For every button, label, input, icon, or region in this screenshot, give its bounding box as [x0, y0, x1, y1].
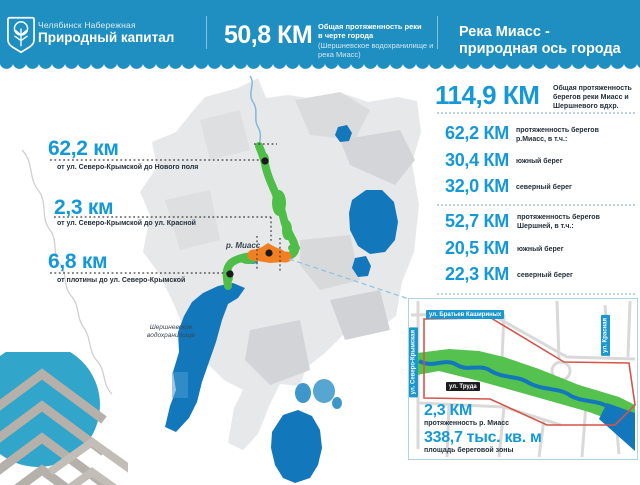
brand-subtitle: Челябинск Набережная	[38, 20, 136, 30]
callout-23km-value: 2,3 км	[54, 196, 114, 219]
stat-miass-north-caption: северный берег	[516, 184, 572, 191]
inset-street-left-label: ул. Северо-Крымская	[409, 327, 418, 397]
inset-area-caption: площадь береговой зоны	[424, 447, 514, 454]
stat-miass-south-caption: южный берег	[516, 158, 563, 165]
reservoir-label-line1: Шершневское	[149, 324, 193, 331]
stat-shershni-total-value: 52,7 КМ	[445, 211, 509, 231]
header-divider	[206, 16, 207, 49]
stat-shershni-total-caption: протяженность берегов Шершней, в т.ч.:	[517, 214, 600, 231]
stat-total-caption: Общая протяженность берегов реки Миасс и Шершневого вдхр.	[553, 85, 632, 111]
inset-area-value: 338,7 тыс. кв. м	[424, 429, 542, 446]
stat-shershni-north-value: 22,3 КМ	[445, 264, 509, 284]
callout-62km-caption: от ул. Северо-Крымской до Нового поля	[57, 164, 199, 171]
header-wave-edge	[0, 62, 640, 71]
tagline-line1: Река Миасс -	[459, 24, 550, 40]
reservoir-label-line2: водохранилище	[146, 332, 196, 340]
callout-68km-value: 6,8 км	[48, 250, 108, 273]
header-total-river-value: 50,8 КМ	[224, 21, 313, 49]
inset-street-top-label: ул. Братьев Кашириных	[426, 310, 504, 319]
stat-total-value: 114,9 КМ	[435, 80, 540, 110]
stats-divider	[437, 293, 635, 295]
callout-68km-caption: от плотины до ул. Северо-Крымской	[57, 277, 186, 284]
inset-length-caption: протяженность р. Миасс	[424, 420, 510, 427]
callout-23km-caption: от ул. Северо-Крымской до ул. Красной	[57, 220, 196, 227]
stat-shershni-south-value: 20,5 КМ	[445, 238, 509, 258]
header-band	[0, 0, 640, 62]
stat-miass-total-caption: протяженность берегов р.Миасс, в т.ч.:	[516, 127, 599, 144]
header-total-river-caption-bold: Общая протяженность реки в черте города	[318, 22, 422, 41]
stat-miass-south-value: 30,4 КМ	[445, 150, 509, 170]
stat-miass-north-value: 32,0 КМ	[445, 176, 509, 196]
header-total-river-caption-light: (Шершневское водохранилище и река Миасс)	[318, 41, 434, 60]
stat-shershni-north-caption: северный берег	[517, 272, 573, 279]
callout-62km-value: 62,2 км	[48, 137, 119, 160]
stats-divider	[437, 204, 635, 206]
inset-length-value: 2,3 КМ	[424, 402, 472, 419]
brand-title: Природный капитал	[38, 30, 175, 45]
river-label: р. Миасс	[226, 241, 261, 250]
stat-miass-total-value: 62,2 КМ	[445, 123, 509, 143]
inset-street-right-label: ул. Красная	[601, 315, 610, 356]
brand-tree-shield-icon	[7, 16, 35, 54]
header-divider	[437, 16, 438, 49]
stats-divider	[437, 112, 635, 114]
reservoir-label	[140, 324, 202, 341]
header-tagline	[459, 24, 621, 59]
tagline-line2: природная ось города	[459, 41, 621, 58]
inset-street-bottom-label: ул. Труда	[446, 382, 480, 391]
stat-shershni-south-caption: южный берег	[517, 246, 564, 253]
